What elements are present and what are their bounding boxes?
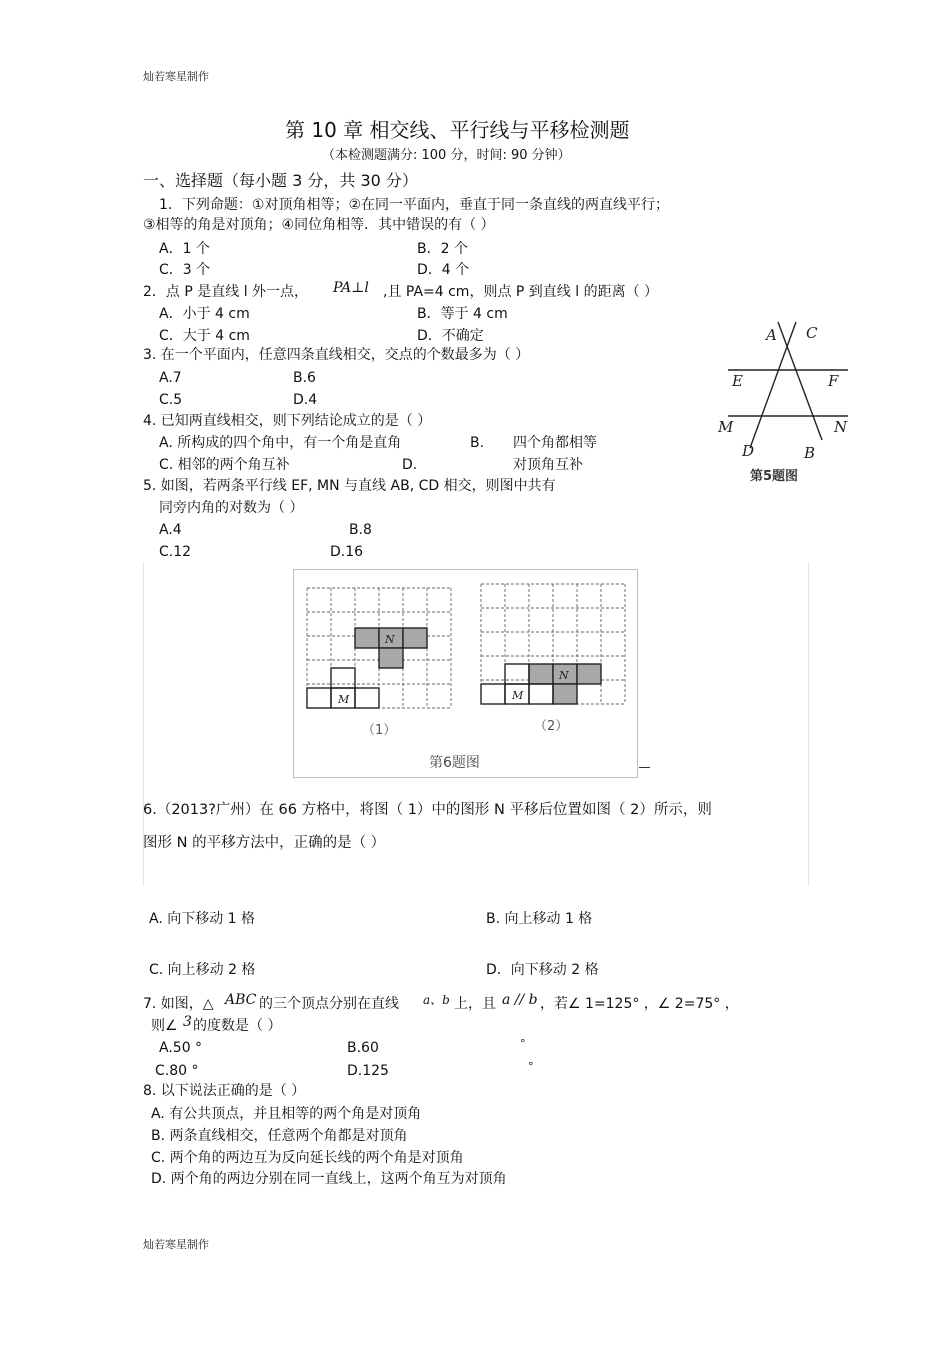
q3-option-c: C.5 [159,392,183,408]
label-n: N [834,418,848,436]
label-f: F [828,372,839,390]
q4-option-c: C. 相邻的两个角互补 [159,457,290,473]
figure-6 [294,570,637,777]
label-c: C [806,324,818,342]
q7-option-a: A.50 ° [159,1040,203,1056]
q4-option-d-text: 对顶角互补 [513,457,583,473]
q7-math-abc: ABC [225,992,257,1008]
q2-stem-post: ,且 PA=4 cm，则点 P 到直线 l 的距离（ ） [383,284,659,300]
figure-6-label-1: （1） [362,723,397,738]
q7-math-a-parallel-b: a // b [502,992,538,1008]
shape-m-1-label: M [338,693,350,706]
q8-stem: 8. 以下说法正确的是（ ） [143,1083,306,1099]
section-heading: 一、选择题（每小题 3 分，共 30 分） [143,171,418,190]
page-title: 第 10 章 相交线、平行线与平移检测题 [285,118,630,142]
q6-line2: 图形 N 的平移方法中，正确的是（ ） [143,835,386,851]
q8-option-d: D. 两个角的两边分别在同一直线上，这两个角互为对顶角 [151,1171,507,1187]
label-a: A [766,326,777,344]
figure-5 [710,318,860,493]
q4-option-d-letter: D. [402,457,418,473]
q7-math-ab: a、b [423,993,450,1007]
q4-option-a: A. 所构成的四个角中，有一个角是直角 [159,435,402,451]
q6-option-a: A. 向下移动 1 格 [149,911,256,927]
q7-text-3: 上，且 [454,996,496,1012]
q2-stem-pre: 2．点 P 是直线 l 外一点， [143,284,309,300]
figure-6-caption: 第6题图 [429,755,480,771]
q1-option-c: C．3 个 [159,262,211,278]
q5-option-d: D.16 [330,544,364,560]
q7-text-2: 的三个顶点分别在直线 [259,996,399,1012]
q6-line1: 6.（2013?广州）在 66 方格中，将图（ 1）中的图形 N 平移后位置如图（ 2）所示，则 [143,802,712,818]
page-subtitle: （本检测题满分: 100 分，时间: 90 分钟） [322,148,571,163]
q3-option-b: B.6 [293,370,316,386]
q5-option-a: A.4 [159,522,182,538]
q2-math-pa-perp-l: PA⊥l [333,280,369,296]
q6-option-c: C. 向上移动 2 格 [149,962,256,978]
q7-option-b: B.60 [347,1040,379,1056]
q2-option-a: A．小于 4 cm [159,306,250,322]
q7-text-1: 7. 如图，△ [143,996,214,1012]
q3-option-a: A.7 [159,370,182,386]
page-footer: 灿若寒星制作 [143,1238,209,1251]
q4-option-b-text: 四个角都相等 [513,435,597,451]
q2-option-d: D．不确定 [417,328,484,344]
figure-5-caption: 第5题图 [750,469,799,484]
q7-option-b-degree: ° [520,1037,526,1050]
q6-option-d: D．向下移动 2 格 [486,962,599,978]
q7-text-4: ，若∠ 1=125° ，∠ 2=75° ， [540,996,739,1012]
q5-option-c: C.12 [159,544,192,560]
q5-option-b: B.8 [349,522,372,538]
q4-stem: 4. 已知两直线相交，则下列结论成立的是（ ） [143,413,432,429]
q8-option-a: A. 有公共顶点，并且相等的两个角是对顶角 [151,1106,422,1122]
page-header: 灿若寒星制作 [143,70,209,83]
figure-6-label-2: （2） [534,719,569,734]
q3-stem: 3. 在一个平面内，任意四条直线相交，交点的个数最多为（ ） [143,347,530,363]
divider-mark [639,767,650,768]
figure-6-frame [293,569,638,778]
q7-text-6: 的度数是（ ） [193,1018,282,1034]
q7-math-3: 3 [183,1014,192,1030]
q8-option-b: B. 两条直线相交，任意两个角都是对顶角 [151,1128,408,1144]
q1-option-d: D．4 个 [417,262,470,278]
q5-line1: 5. 如图，若两条平行线 EF, MN 与直线 AB, CD 相交，则图中共有 [143,478,556,494]
q1-line2: ③相等的角是对顶角；④同位角相等．其中错误的有（ ） [143,217,495,233]
q7-option-c: C.80 ° [155,1063,199,1079]
q8-option-c: C. 两个角的两边互为反向延长线的两个角是对顶角 [151,1150,464,1166]
shape-n-1-label: N [385,633,395,646]
shape-m-2-label: M [512,689,524,702]
q5-line2: 同旁内角的对数为（ ） [159,500,304,516]
label-d: D [742,442,755,460]
q1-option-a: A．1 个 [159,241,210,257]
q2-option-c: C．大于 4 cm [159,328,250,344]
q1-line1: 1．下列命题：①对顶角相等；②在同一平面内，垂直于同一条直线的两直线平行； [159,197,670,213]
label-b: B [804,444,816,462]
q1-option-b: B．2 个 [417,241,468,257]
q7-option-d-degree: ° [528,1060,534,1073]
shape-n-2-label: N [559,669,569,682]
q7-option-d: D.125 [347,1063,389,1079]
label-m: M [718,418,734,436]
q2-option-b: B．等于 4 cm [417,306,508,322]
q7-text-5: 则∠ [151,1018,178,1034]
q6-option-b: B. 向上移动 1 格 [486,911,593,927]
label-e: E [732,372,743,390]
q4-option-b-letter: B. [470,435,485,451]
q3-option-d: D.4 [293,392,318,408]
